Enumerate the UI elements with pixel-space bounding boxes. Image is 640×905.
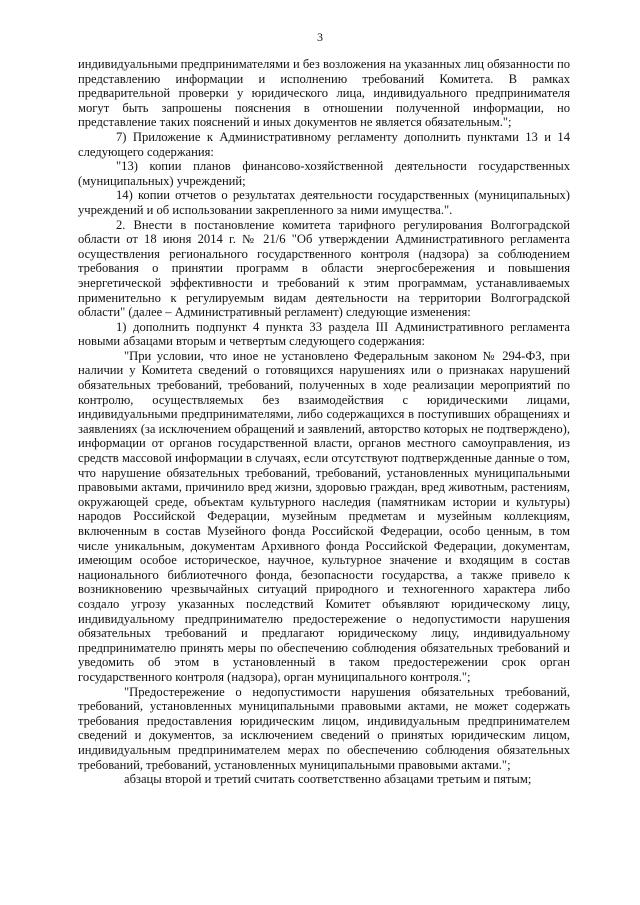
paragraph: 2. Внести в постановление комитета тарифного регулирования Волгоградской области от 18 июня 2014 г. № 21/6 "Об утверждении Административного регламента осуществления регионального государственного контроля (надзора) за соблюдением требования о принятии программ в области энергосбережения и повышения энергетической эффективности и требований к этим программам, устанавливаемых применительно к регулируемым видам деятельности на территории Волгоградской области" (далее – Административный регламент) следующие изменения: xyxy=(78,217,570,320)
paragraph: индивидуальными предпринимателями и без возложения на указанных лиц обязанности по представлению информации и исполнению требований Комитета. В рамках предварительной проверки у юридического лица, индивидуального предпринимателя могут быть запрошены пояснения в отношении полученной информации, но представление таких пояснений и иных документов не является обязательным."; xyxy=(78,57,570,130)
paragraph: абзацы второй и третий считать соответственно абзацами третьим и пятым; xyxy=(124,772,532,787)
page-number: 3 xyxy=(317,30,323,44)
paragraph: "Предостережение о недопустимости нарушения обязательных требований, требований, установленных муниципальными правовыми актами, не может содержать требования предоставления юридическим лицом, индивидуальным предпринимателем сведений и документов, за исключением сведений о принятых юридическим лицом, индивидуальным предпринимателем мерах по обеспечению соблюдения обязательных требований, требований, установленных муниципальными правовыми актами."; xyxy=(78,684,570,772)
paragraph: "При условии, что иное не установлено Федеральным законом № 294-ФЗ, при наличии у Комитета сведений о готовящихся нарушениях или о признаках нарушений обязательных требований, требований, полученных в ходе реализации мероприятий по контролю, осуществляемых без взаимодействия с юридическими лицами, индивидуальными предпринимателями, либо содержащихся в поступивших обращениях и заявлениях (за исключением обращений и заявлений, авторство которых не подтверждено), информации от органов государственной власти, органов местного самоуправления, из средств массовой информации в случаях, если отсутствуют подтвержденные данные о том, что нарушение обязательных требований, требований, установленных муниципальными правовыми актами, причинило вред жизни, здоровью граждан, вред животным, растениям, окружающей среде, объектам культурного наследия (памятникам истории и культуры) народов Российской Федерации, музейным предметам и музейным коллекциям, включенным в состав Музейного фонда Российской Федерации, особо ценным, в том числе уникальным, документам Архивного фонда Российской Федерации, документам, имеющим особое историческое, научное, культурное значение и входящим в состав национального библиотечного фонда, безопасности государства, а также привело к возникновению чрезвычайных ситуаций природного и техногенного характера либо создало угрозу указанных последствий Комитет объявляют юридическому лицу, индивидуальному предпринимателю предостережение о недопустимости нарушения обязательных требований и предлагают юридическому лицу, индивидуальному предпринимателю принять меры по обеспечению соблюдения обязательных требований и уведомить об этом в установленный в таком предостережении срок орган государственного контроля (надзора), орган муниципального контроля."; xyxy=(78,348,570,684)
paragraph: 7) Приложение к Административному регламенту дополнить пунктами 13 и 14 следующего содержания: xyxy=(78,129,570,159)
paragraph: "13) копии планов финансово-хозяйственной деятельности государственных (муниципальных) учреждений; xyxy=(78,159,570,188)
document-body xyxy=(78,57,570,787)
paragraph: 14) копии отчетов о результатах деятельности государственных (муниципальных) учреждений и об использовании закрепленного за ними имущества.". xyxy=(78,188,570,217)
paragraph: 1) дополнить подпункт 4 пункта 33 раздела III Административного регламента новыми абзацами вторым и четвертым следующего содержания: xyxy=(78,319,570,349)
